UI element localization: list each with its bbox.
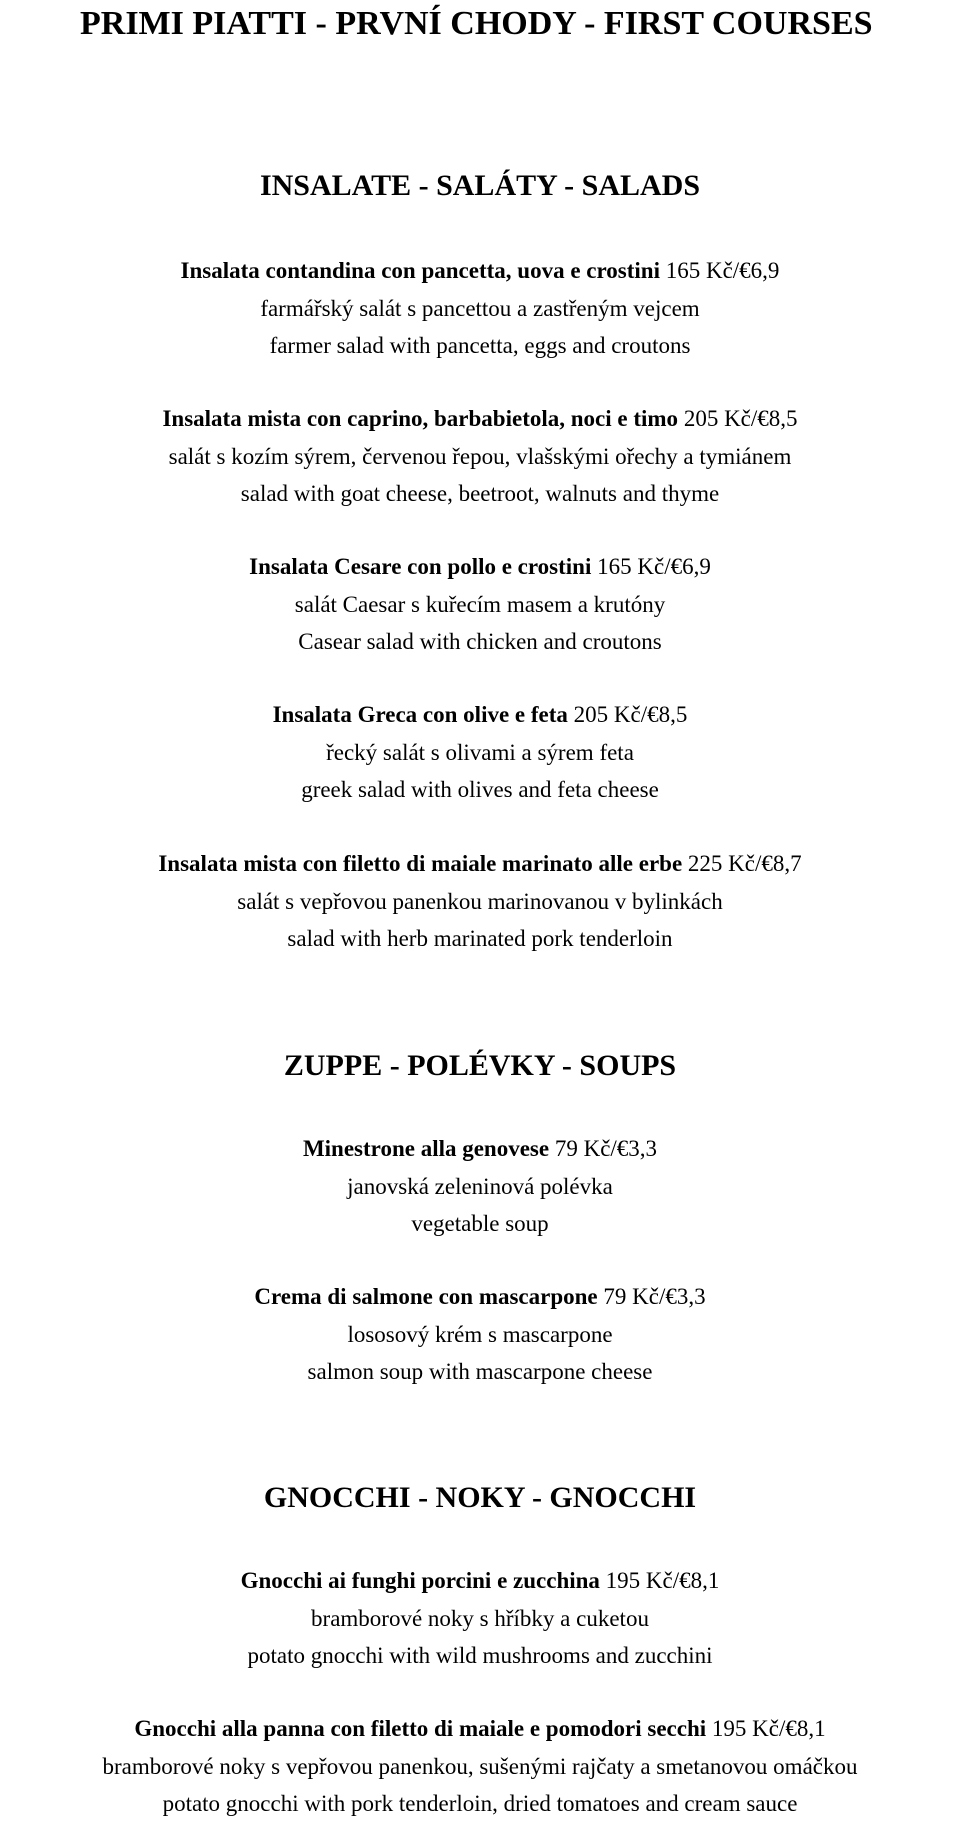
menu-item [0,1710,960,1823]
dish-description-english: greek salad with olives and feta cheese [301,777,659,802]
dish-price: 165 Kč/€6,9 [665,258,780,283]
menu-item [0,1278,960,1391]
menu-item [0,548,960,661]
dish-name: Insalata mista con filetto di maiale marinato alle erbe [158,851,683,876]
dish-price: 225 Kč/€8,7 [687,851,802,876]
menu-item [0,845,960,958]
section-salads [0,166,960,206]
dish-price: 195 Kč/€8,1 [711,1716,826,1741]
dish-name: Minestrone alla genovese [302,1136,550,1161]
page-title: PRIMI PIATTI - PRVNÍ CHODY - FIRST COURSES [80,5,873,42]
dish-name: Crema di salmone con mascarpone [254,1284,598,1309]
dish-description-czech: lososový krém s mascarpone [347,1321,613,1347]
menu-item [0,696,960,809]
dish-name-line [0,548,960,586]
dish-price: 165 Kč/€6,9 [597,554,711,579]
dish-name-line [0,1130,960,1168]
dish-description-czech: salát s kozím sýrem, červenou řepou, vlašskými ořechy a tymiánem [168,443,792,469]
section-title-salads: INSALATE - SALÁTY - SALADS [259,169,701,202]
dish-name-line [0,696,960,734]
dish-description-czech: janovská zeleninová polévka [347,1173,613,1199]
dish-name-line [0,1710,960,1748]
dish-description-english: Casear salad with chicken and croutons [298,629,662,654]
dish-description-english: potato gnocchi with pork tenderloin, dried tomatoes and cream sauce [162,1791,798,1816]
dish-price: 79 Kč/€3,3 [554,1136,658,1161]
dish-description-english: salad with herb marinated pork tenderloin [287,926,673,951]
dish-description-czech: salát Caesar s kuřecím masem a krutóny [294,591,666,617]
dish-description-czech: farmářský salát s pancettou a zastřeným vejcem [260,295,700,321]
section-title-gnocchi: GNOCCHI - NOKY - GNOCCHI [263,1481,697,1514]
dish-name-line [0,1562,960,1600]
section-gnocchi [0,1478,960,1518]
dish-price: 205 Kč/€8,5 [573,702,688,727]
dish-name: Insalata mista con caprino, barbabietola, noci e timo [162,406,679,431]
dish-description-english: salmon soup with mascarpone cheese [307,1359,653,1384]
dish-description-english: salad with goat cheese, beetroot, walnuts and thyme [240,481,720,506]
dish-description-english: potato gnocchi with wild mushrooms and zucchini [247,1643,713,1668]
menu-item [0,1562,960,1675]
menu-item [0,252,960,365]
section-title-soups: ZUPPE - POLÉVKY - SOUPS [283,1049,677,1082]
dish-name: Insalata Cesare con pollo e crostini [249,554,592,579]
dish-description-czech: bramborové noky s vepřovou panenkou, sušenými rajčaty a smetanovou omáčkou [102,1753,858,1779]
dish-name-line [0,400,960,438]
dish-name-line [0,1278,960,1316]
dish-name: Gnocchi ai funghi porcini e zucchina [240,1568,600,1593]
dish-description-czech: řecký salát s olivami a sýrem feta [326,739,634,765]
dish-description-english: farmer salad with pancetta, eggs and croutons [269,333,691,358]
dish-price: 195 Kč/€8,1 [605,1568,720,1593]
dish-price: 79 Kč/€3,3 [603,1284,706,1309]
dish-name: Gnocchi alla panna con filetto di maiale e pomodori secchi [134,1716,707,1741]
menu-item [0,1130,960,1243]
dish-description-czech: salát s vepřovou panenkou marinovanou v bylinkách [237,888,723,914]
dish-name: Insalata contandina con pancetta, uova e crostini [180,258,660,283]
dish-name-line [0,845,960,883]
dish-price: 205 Kč/€8,5 [683,406,798,431]
dish-name: Insalata Greca con olive e feta [272,702,568,727]
menu-item [0,400,960,513]
dish-name-line [0,252,960,290]
section-soups [0,1046,960,1086]
dish-description-english: vegetable soup [411,1211,549,1236]
dish-description-czech: bramborové noky s hříbky a cuketou [311,1605,649,1631]
